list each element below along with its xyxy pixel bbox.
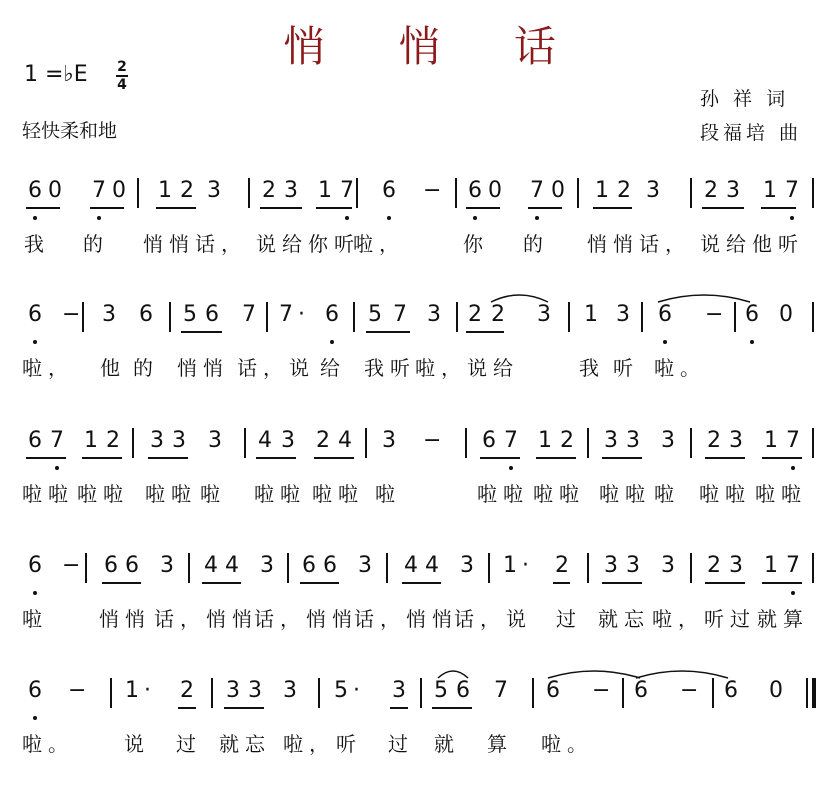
note: 3 — [661, 553, 675, 578]
bar-line — [812, 428, 814, 458]
song-title: 悄 悄 话 — [283, 22, 586, 71]
note: 6 — [468, 178, 482, 203]
lyric-row-1 — [0, 228, 839, 258]
bar-line — [386, 553, 388, 583]
lyric-word: 我 — [579, 356, 605, 380]
lyric-word: 啦，听过 — [652, 607, 756, 631]
note: 3 — [729, 553, 743, 578]
note: 3 — [283, 678, 297, 703]
note: 2 — [262, 178, 276, 203]
dash-extension: − — [68, 678, 87, 703]
tempo-marking: 轻快柔和地 — [22, 120, 118, 142]
note: 1 — [318, 178, 332, 203]
note: 3 — [646, 178, 660, 203]
note: 6 — [482, 428, 496, 453]
note: 3 — [382, 428, 396, 453]
bar-line — [577, 178, 579, 208]
bar-line — [568, 302, 570, 332]
eighth-note-underline — [82, 457, 122, 459]
note: 3 — [248, 678, 262, 703]
note: 3 — [150, 428, 164, 453]
lyric-word: 我 — [24, 232, 50, 256]
augmentation-dot: · — [522, 553, 529, 578]
note: 3 — [427, 302, 441, 327]
eighth-note-underline — [260, 207, 302, 209]
eighth-note-underline — [480, 457, 520, 459]
note: 1 — [763, 178, 777, 203]
note: 2 — [560, 428, 574, 453]
lyric-word: 啦。 — [22, 732, 74, 756]
eighth-note-underline — [705, 582, 745, 584]
bar-line — [420, 678, 422, 708]
lyric-word: 啦 — [200, 482, 226, 506]
lyric-word: 啦 — [375, 482, 401, 506]
lyric-word: 他 — [100, 356, 126, 380]
note: 2 — [491, 302, 505, 327]
lyric-word: 啦啦 — [599, 482, 651, 506]
lyricist-credit: 孙 祥 词 — [700, 88, 790, 110]
lyric-word: 就 — [434, 732, 460, 756]
note: 6 — [28, 302, 42, 327]
lyric-word: 啦啦 — [477, 482, 529, 506]
bar-line — [812, 178, 814, 208]
note: 7 — [242, 302, 256, 327]
note: 2 — [704, 178, 718, 203]
low-octave-dot — [55, 466, 59, 470]
bar-line — [244, 428, 246, 458]
note: 3 — [729, 428, 743, 453]
low-octave-dot — [33, 340, 37, 344]
bar-line — [806, 678, 808, 708]
lyric-word: 就忘 — [219, 732, 271, 756]
bar-line — [248, 178, 250, 208]
lyric-word: 啦， — [22, 356, 74, 380]
lyric-word: 啦啦 — [22, 482, 74, 506]
lyric-word: 话，悄悄 — [354, 607, 458, 631]
eighth-note-underline — [181, 331, 222, 333]
low-octave-dot — [330, 340, 334, 344]
lyric-word: 的 — [83, 232, 109, 256]
lyric-word: 的 — [523, 232, 549, 256]
low-octave-dot — [791, 466, 795, 470]
note: 3 — [207, 178, 221, 203]
note: 3 — [726, 178, 740, 203]
note: 6 — [28, 178, 42, 203]
lyric-word: 啦 — [22, 607, 48, 631]
bar-line — [365, 428, 367, 458]
lyric-row-2 — [0, 352, 839, 382]
augmentation-dot: · — [298, 302, 305, 327]
note: 6 — [658, 302, 672, 327]
note: 3 — [626, 428, 640, 453]
low-octave-dot — [750, 340, 754, 344]
eighth-note-underline — [316, 207, 352, 209]
eighth-note-underline — [90, 207, 124, 209]
lyric-word: 给 — [320, 356, 346, 380]
note: 3 — [281, 428, 295, 453]
note: 3 — [102, 302, 116, 327]
bar-line — [587, 428, 589, 458]
notation-row-3 — [0, 428, 839, 458]
note: 2 — [316, 428, 330, 453]
eighth-note-underline — [602, 457, 642, 459]
low-octave-dot — [97, 216, 101, 220]
lyric-word: 啦啦 — [755, 482, 807, 506]
low-octave-dot — [663, 340, 667, 344]
time-signature-top: 2 — [117, 59, 127, 75]
bar-line — [356, 178, 358, 208]
key-signature: 1 =♭E — [24, 62, 88, 87]
lyric-word: 啦。 — [541, 732, 593, 756]
lyric-row-3 — [0, 478, 839, 508]
note: 7 — [393, 302, 407, 327]
lyric-word: 话，悄悄 — [254, 607, 358, 631]
eighth-note-underline — [761, 207, 796, 209]
note: 5 — [183, 302, 197, 327]
note: 2 — [707, 553, 721, 578]
bar-line — [532, 678, 534, 708]
note: 1 — [125, 678, 139, 703]
note: 4 — [204, 553, 218, 578]
note: 0 — [488, 178, 502, 203]
eighth-note-underline — [366, 331, 410, 333]
eighth-note-underline — [432, 707, 472, 709]
note: 6 — [745, 302, 759, 327]
bar-line — [456, 302, 458, 332]
bar-line — [137, 178, 139, 208]
note: 7 — [786, 428, 800, 453]
lyric-word: 过 — [176, 732, 202, 756]
eighth-note-underline — [314, 457, 354, 459]
note: 1 — [595, 178, 609, 203]
eighth-note-underline — [148, 457, 188, 459]
eighth-note-underline — [528, 207, 562, 209]
lyric-word: 你 — [463, 232, 489, 256]
eighth-note-underline — [26, 207, 60, 209]
dash-extension: − — [680, 678, 699, 703]
note: 7 — [504, 428, 518, 453]
note: 1 — [764, 428, 778, 453]
lyric-word: 说 — [124, 732, 150, 756]
note: 3 — [537, 302, 551, 327]
note: 3 — [160, 553, 174, 578]
note: 3 — [172, 428, 186, 453]
composer-credit: 段福培 曲 — [700, 122, 803, 144]
bar-line — [690, 178, 692, 208]
note: 1 — [538, 428, 552, 453]
bar-line — [641, 302, 643, 332]
low-octave-dot — [33, 591, 37, 595]
note: 0 — [769, 678, 783, 703]
eighth-note-underline — [300, 582, 339, 584]
lyric-word: 啦啦 — [312, 482, 364, 506]
note: 6 — [546, 678, 560, 703]
dash-extension: − — [62, 553, 81, 578]
eighth-note-underline — [202, 582, 241, 584]
lyric-word: 悄悄 — [177, 356, 229, 380]
bar-line — [690, 553, 692, 583]
note: 2 — [617, 178, 631, 203]
note: 2 — [180, 678, 194, 703]
lyric-word: 过 — [388, 732, 414, 756]
note: 6 — [724, 678, 738, 703]
lyric-word: 悄悄话， — [587, 232, 691, 256]
eighth-note-underline — [536, 457, 576, 459]
note: 2 — [106, 428, 120, 453]
lyric-word: 听 — [336, 732, 362, 756]
note: 6 — [125, 553, 139, 578]
lyric-word: 说给 — [700, 232, 752, 256]
lyric-word: 啦啦 — [699, 482, 751, 506]
lyric-row-4 — [0, 603, 839, 633]
bar-line — [132, 428, 134, 458]
note: 7 — [786, 553, 800, 578]
note: 0 — [112, 178, 126, 203]
lyric-word: 话，说 — [237, 356, 315, 380]
notation-row-4 — [0, 553, 839, 583]
bar-line — [812, 302, 814, 332]
low-octave-dot — [387, 216, 391, 220]
note: 3 — [616, 302, 630, 327]
note: 5 — [434, 678, 448, 703]
bar-line — [188, 553, 190, 583]
eighth-note-underline — [390, 707, 408, 709]
note: 7 — [494, 678, 508, 703]
low-octave-dot — [33, 716, 37, 720]
dash-extension: − — [423, 178, 442, 203]
note: 5 — [334, 678, 348, 703]
lyric-word: 啦啦 — [254, 482, 306, 506]
note: 1 — [503, 553, 517, 578]
lyric-word: 过 — [556, 607, 582, 631]
bar-line — [734, 302, 736, 332]
note: 6 — [382, 178, 396, 203]
note: 3 — [226, 678, 240, 703]
bar-line — [110, 678, 112, 708]
slur-tie — [489, 290, 550, 304]
note: 7 — [279, 302, 293, 327]
lyric-word: 话，说 — [454, 607, 532, 631]
lyric-word: 的 — [133, 356, 159, 380]
note: 6 — [634, 678, 648, 703]
eighth-note-underline — [156, 207, 196, 209]
note: 0 — [779, 302, 793, 327]
slur-tie — [546, 666, 642, 680]
eighth-note-underline — [102, 582, 141, 584]
bar-line — [712, 678, 714, 708]
note: 3 — [260, 553, 274, 578]
lyric-word: 啦 — [654, 482, 680, 506]
augmentation-dot: · — [353, 678, 360, 703]
bar-line — [318, 678, 320, 708]
eighth-note-underline — [602, 582, 642, 584]
low-octave-dot — [790, 216, 794, 220]
notation-row-1 — [0, 178, 839, 208]
bar-line — [266, 302, 268, 332]
note: 3 — [358, 553, 372, 578]
note: 6 — [302, 553, 316, 578]
final-bar-line — [812, 678, 816, 708]
note: 5 — [368, 302, 382, 327]
dash-extension: − — [592, 678, 611, 703]
note: 3 — [661, 428, 675, 453]
note: 6 — [456, 678, 470, 703]
note: 2 — [468, 302, 482, 327]
bar-line — [622, 678, 624, 708]
eighth-note-underline — [705, 457, 745, 459]
eighth-note-underline — [402, 582, 441, 584]
note: 6 — [28, 553, 42, 578]
notation-row-2 — [0, 302, 839, 332]
lyric-word: 话，悄悄 — [154, 607, 258, 631]
note: 6 — [139, 302, 153, 327]
note: 7 — [530, 178, 544, 203]
slur-tie — [656, 290, 752, 304]
note: 1 — [584, 302, 598, 327]
bar-line — [587, 553, 589, 583]
note: 6 — [323, 553, 337, 578]
lyric-word: 他听 — [752, 232, 804, 256]
eighth-note-underline — [762, 457, 802, 459]
bar-line — [353, 302, 355, 332]
low-octave-dot — [509, 466, 513, 470]
note: 6 — [28, 678, 42, 703]
bar-line — [812, 553, 814, 583]
eighth-note-underline — [26, 457, 66, 459]
low-octave-dot — [791, 591, 795, 595]
note: 3 — [208, 428, 222, 453]
dash-extension: − — [62, 302, 81, 327]
bar-line — [465, 428, 467, 458]
eighth-note-underline — [553, 582, 570, 584]
note: 1 — [84, 428, 98, 453]
bar-line — [169, 302, 171, 332]
note: 3 — [626, 553, 640, 578]
lyric-word: 听 — [613, 356, 639, 380]
eighth-note-underline — [593, 207, 632, 209]
note: 7 — [92, 178, 106, 203]
lyric-word: 悄悄话， — [143, 232, 247, 256]
note: 6 — [325, 302, 339, 327]
low-octave-dot — [535, 216, 539, 220]
notation-row-5 — [0, 678, 839, 708]
dash-extension: − — [423, 428, 442, 453]
lyric-word: 啦， — [353, 232, 405, 256]
eighth-note-underline — [224, 707, 264, 709]
lyric-word: 啦。 — [654, 356, 706, 380]
lyric-word: 我听 — [364, 356, 416, 380]
augmentation-dot: · — [144, 678, 151, 703]
lyric-word: 啦啦 — [145, 482, 197, 506]
bar-line — [82, 302, 84, 332]
note: 0 — [551, 178, 565, 203]
note: 0 — [48, 178, 62, 203]
note: 3 — [284, 178, 298, 203]
note: 4 — [425, 553, 439, 578]
lyric-word: 就算 — [757, 607, 809, 631]
time-signature-bottom: 4 — [117, 77, 127, 93]
note: 2 — [555, 553, 569, 578]
bar-line — [85, 553, 87, 583]
note: 7 — [50, 428, 64, 453]
eighth-note-underline — [466, 207, 500, 209]
low-octave-dot — [33, 216, 37, 220]
lyric-word: 啦，说给 — [415, 356, 519, 380]
eighth-note-underline — [466, 331, 504, 333]
bar-line — [488, 553, 490, 583]
lyric-row-5 — [0, 728, 839, 758]
note: 6 — [205, 302, 219, 327]
bar-line — [690, 428, 692, 458]
lyric-word: 啦啦 — [77, 482, 129, 506]
note: 2 — [707, 428, 721, 453]
lyric-word: 就忘 — [598, 607, 650, 631]
lyric-word: 啦啦 — [533, 482, 585, 506]
note: 6 — [104, 553, 118, 578]
note: 4 — [225, 553, 239, 578]
note: 4 — [258, 428, 272, 453]
note: 7 — [785, 178, 799, 203]
note: 3 — [604, 553, 618, 578]
note: 1 — [764, 553, 778, 578]
eighth-note-underline — [178, 707, 196, 709]
note: 3 — [392, 678, 406, 703]
note: 4 — [404, 553, 418, 578]
note: 7 — [340, 178, 354, 203]
note: 2 — [180, 178, 194, 203]
bar-line — [455, 178, 457, 208]
bar-line — [211, 678, 213, 708]
eighth-note-underline — [256, 457, 296, 459]
low-octave-dot — [345, 216, 349, 220]
slur-tie — [634, 666, 730, 680]
lyric-word: 啦， — [283, 732, 335, 756]
time-signature — [116, 60, 128, 92]
lyric-word: 说给你听 — [256, 232, 360, 256]
bar-line — [287, 553, 289, 583]
low-octave-dot — [473, 216, 477, 220]
eighth-note-underline — [762, 582, 802, 584]
note: 1 — [158, 178, 172, 203]
note: 3 — [604, 428, 618, 453]
note: 4 — [338, 428, 352, 453]
eighth-note-underline — [702, 207, 744, 209]
lyric-word: 算 — [487, 732, 513, 756]
note: 3 — [460, 553, 474, 578]
note: 6 — [28, 428, 42, 453]
dash-extension: − — [705, 302, 724, 327]
slur-tie — [436, 666, 470, 680]
lyric-word: 悄悄 — [99, 607, 151, 631]
